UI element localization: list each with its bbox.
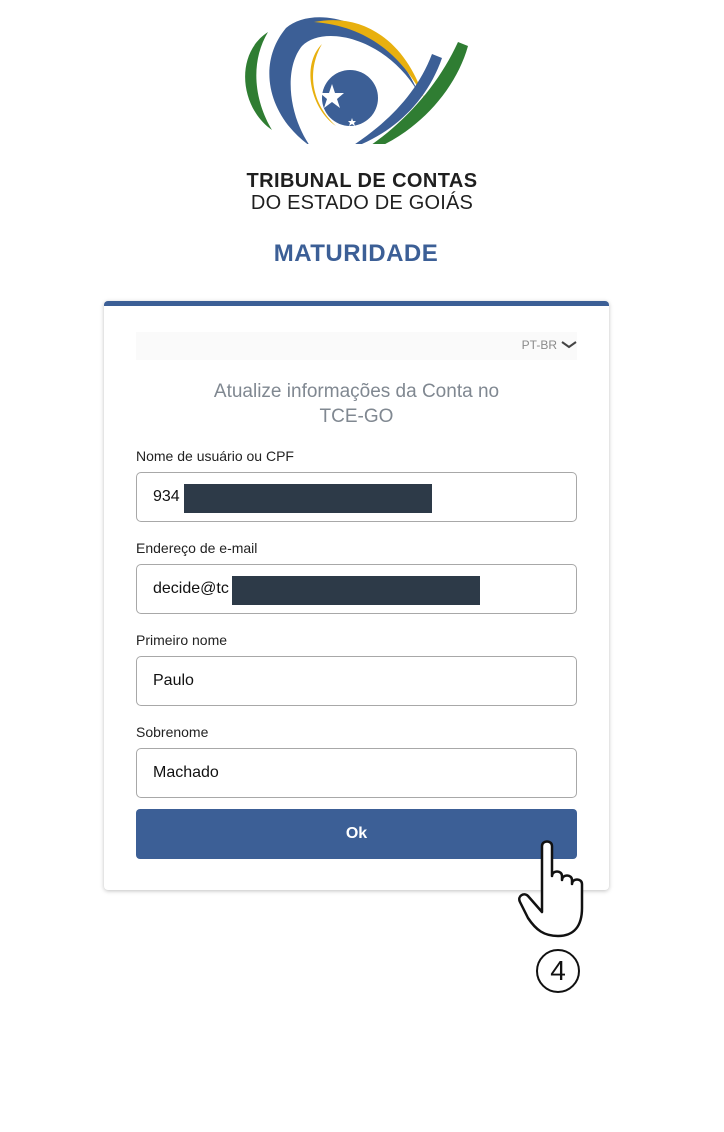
language-selector[interactable] — [522, 338, 577, 352]
app-title: MATURIDADE — [273, 240, 439, 267]
redaction-bar — [184, 484, 432, 513]
last-name-label: Sobrenome — [136, 724, 209, 740]
language-bar — [136, 332, 577, 360]
last-name-value: Machado — [153, 764, 219, 781]
email-value: decide@tc — [153, 580, 229, 597]
ok-button[interactable]: Ok — [136, 809, 577, 859]
first-name-value: Paulo — [153, 672, 194, 689]
pointing-hand-icon — [512, 836, 602, 946]
username-value: 934 — [153, 488, 180, 505]
last-name-field[interactable] — [136, 748, 577, 798]
username-field[interactable] — [136, 472, 577, 522]
first-name-field[interactable] — [136, 656, 577, 706]
form-heading-line1: Atualize informações da Conta no — [213, 381, 500, 402]
form-heading-line2: TCE-GO — [319, 406, 394, 427]
form-heading — [136, 379, 577, 429]
redaction-bar — [232, 576, 480, 605]
org-name-line2: DO ESTADO DE GOIÁS — [250, 192, 474, 214]
tce-go-logo — [236, 14, 476, 144]
language-label: PT-BR — [521, 338, 557, 352]
chevron-down-icon — [561, 341, 577, 349]
username-label: Nome de usuário ou CPF — [136, 448, 294, 464]
first-name-label: Primeiro nome — [136, 632, 228, 648]
step-number-badge: 4 — [536, 949, 580, 993]
email-field[interactable] — [136, 564, 577, 614]
email-label: Endereço de e-mail — [136, 540, 258, 556]
update-account-card — [104, 301, 609, 890]
org-name-line1: TRIBUNAL DE CONTAS — [246, 170, 478, 192]
